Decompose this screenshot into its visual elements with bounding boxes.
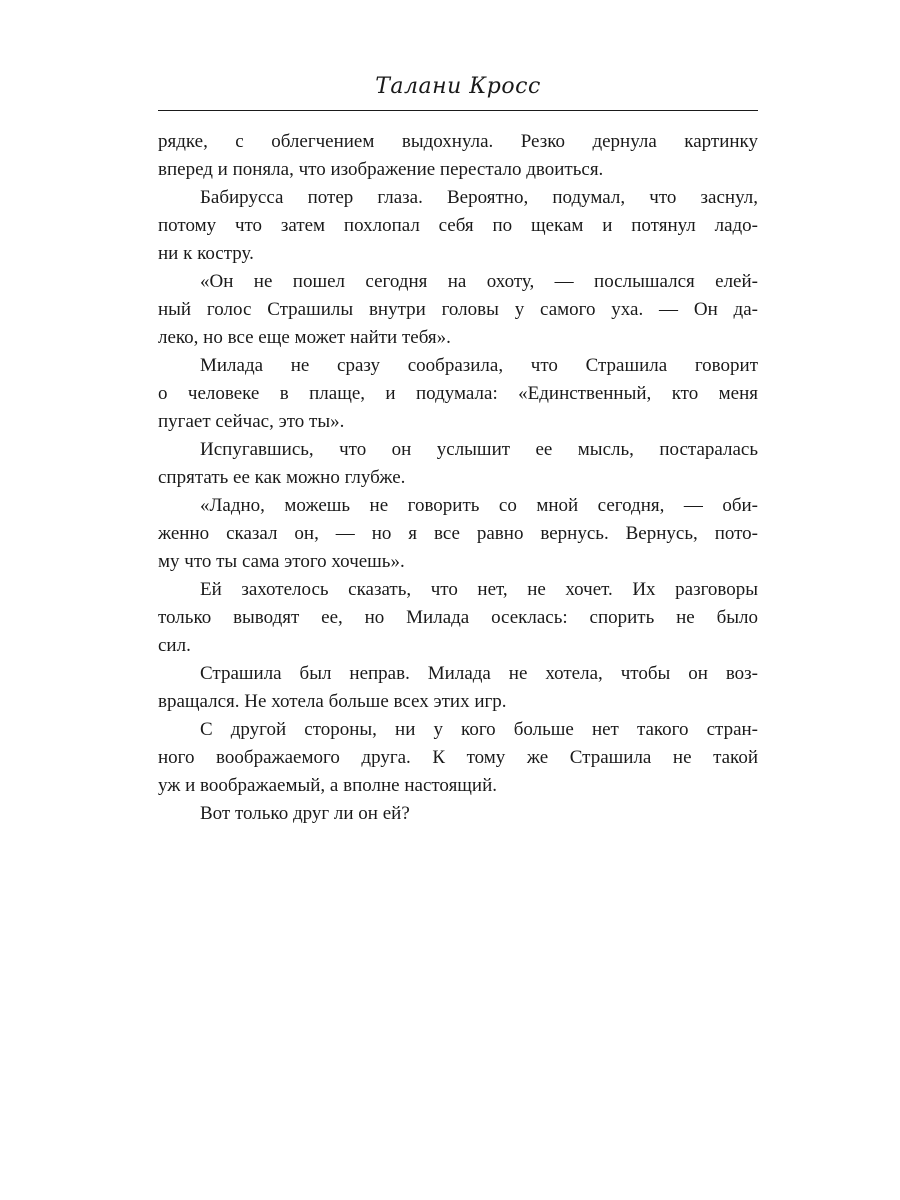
text-line: вперед и поняла, что изображение перестало двоиться. — [158, 159, 604, 180]
text-line: уж и воображаемый, а вполне настоящий. — [158, 775, 498, 796]
text-line: спрятать ее как можно глубже. — [158, 467, 406, 488]
text-line: Милада не сразу сообразила, что Страшила говорит — [200, 355, 758, 376]
text-line: Бабирусса потер глаза. Вероятно, подумал, что заснул, — [200, 187, 758, 208]
running-header — [158, 74, 758, 111]
text-line: сил. — [158, 635, 191, 656]
text-line: вращался. Не хотела больше всех этих игр. — [158, 691, 507, 712]
text-line: ного воображаемого друга. К тому же Страшила не такой — [158, 747, 758, 768]
text-line: ный голос Страшилы внутри головы у самого уха. — Он да- — [158, 299, 758, 320]
page-body-text — [158, 128, 758, 828]
text-line: рядке, с облегчением выдохнула. Резко дернула картинку — [158, 131, 758, 152]
text-line: Испугавшись, что он услышит ее мысль, постаралась — [200, 439, 758, 460]
text-line: леко, но все еще может найти тебя». — [158, 327, 451, 348]
header-author-name: Талани Кросс — [375, 74, 541, 99]
text-line: потому что затем похлопал себя по щекам и потянул ладо- — [158, 215, 758, 236]
text-line: пугает сейчас, это ты». — [158, 411, 345, 432]
text-line: «Ладно, можешь не говорить со мной сегодня, — оби- — [200, 495, 758, 516]
text-line: ни к костру. — [158, 243, 254, 264]
text-line: о человеке в плаще, и подумала: «Единственный, кто меня — [158, 383, 758, 404]
text-line: только выводят ее, но Милада осеклась: спорить не было — [158, 607, 758, 628]
text-line: женно сказал он, — но я все равно вернусь. Вернусь, пото- — [158, 523, 758, 544]
text-line: Ей захотелось сказать, что нет, не хочет. Их разговоры — [200, 579, 758, 600]
text-line: «Он не пошел сегодня на охоту, — послышался елей- — [200, 271, 758, 292]
text-line: Страшила был неправ. Милада не хотела, чтобы он воз- — [200, 663, 758, 684]
text-line: С другой стороны, ни у кого больше нет такого стран- — [200, 719, 758, 740]
text-line: му что ты сама этого хочешь». — [158, 551, 405, 572]
text-line: Вот только друг ли он ей? — [200, 803, 410, 824]
